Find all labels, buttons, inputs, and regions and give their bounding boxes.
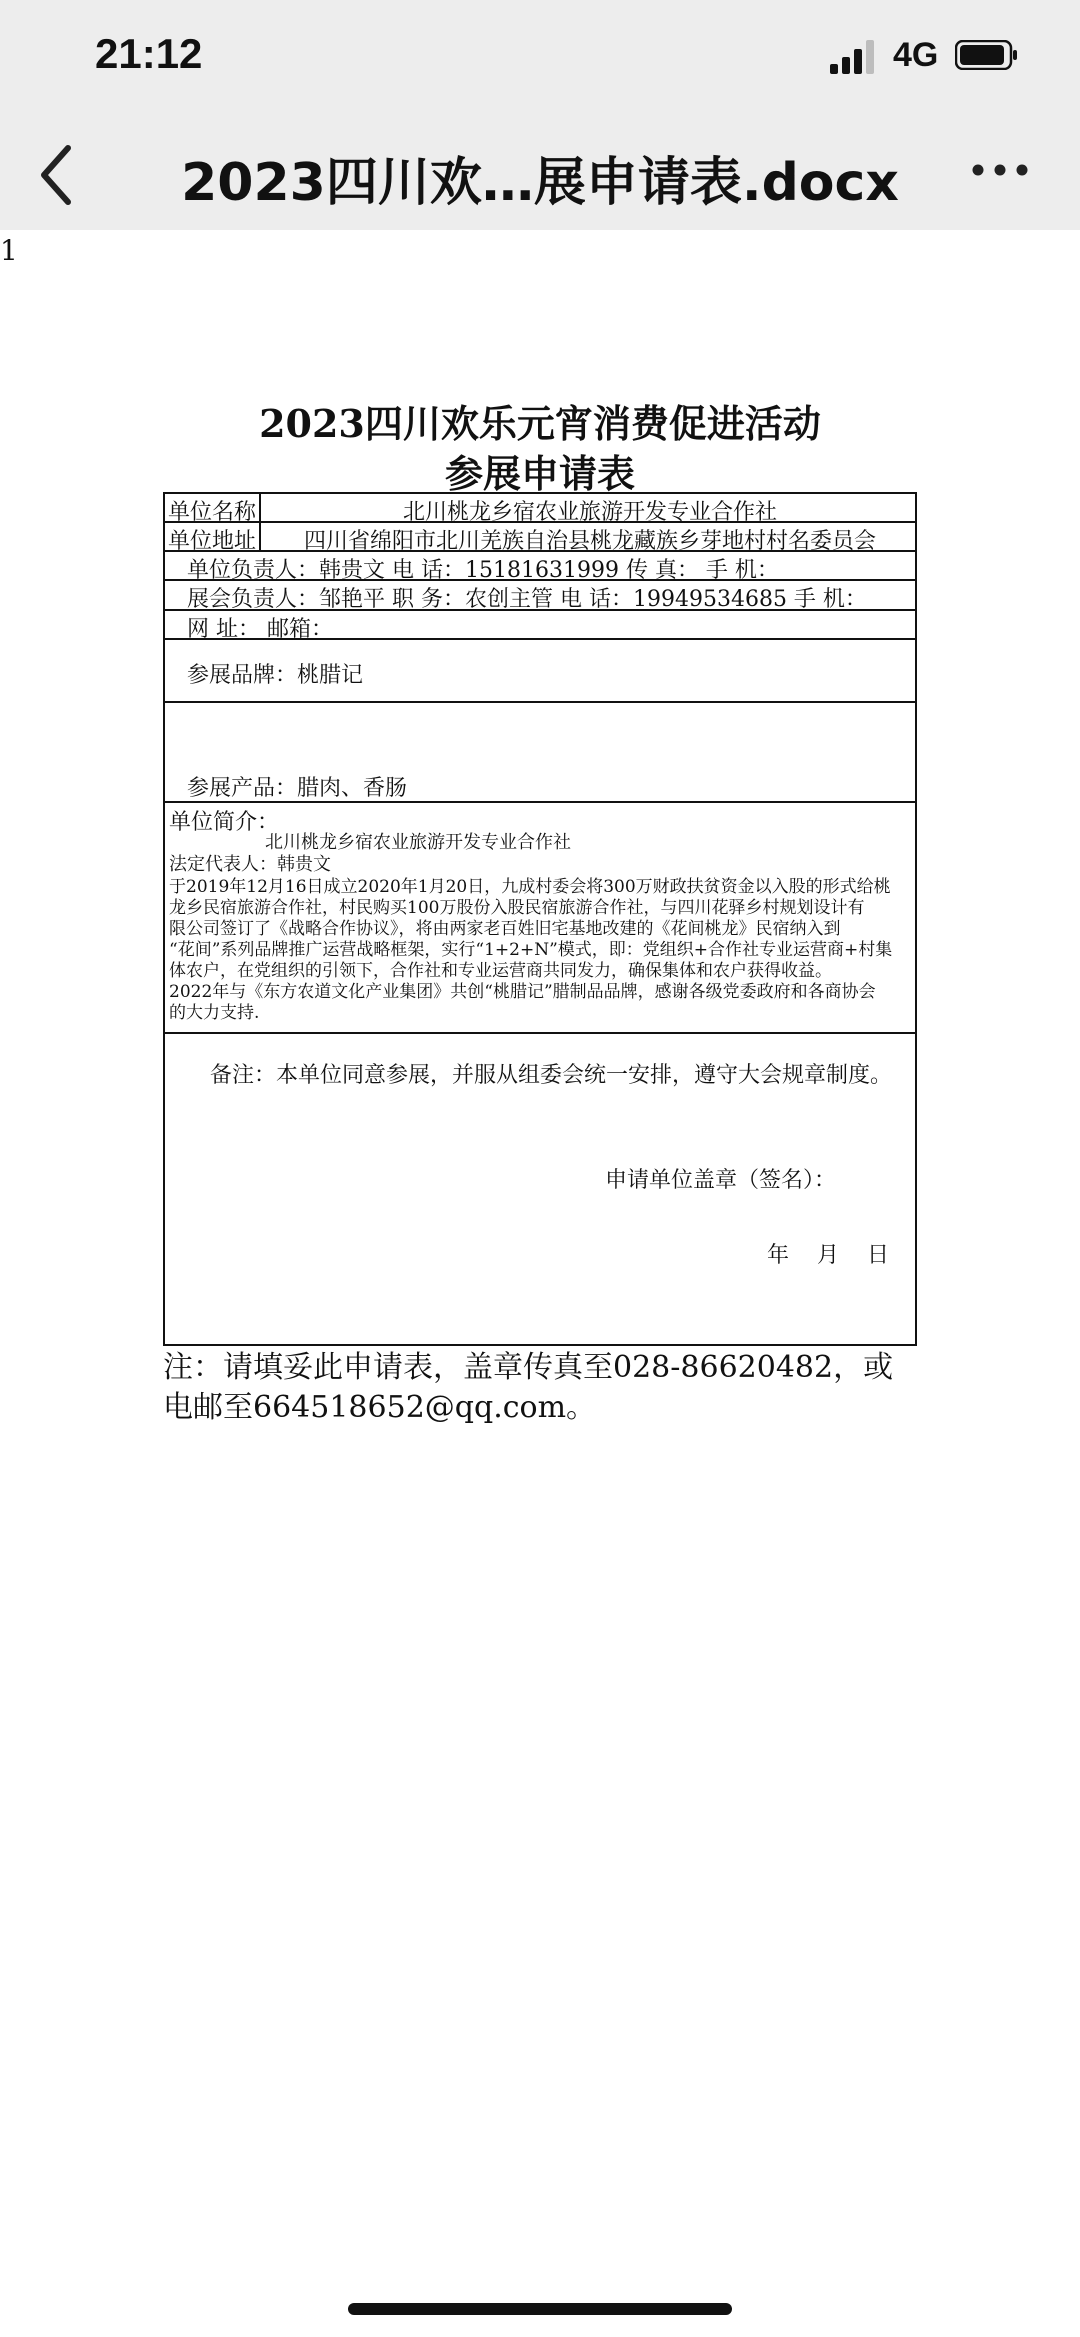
intro-line: 龙乡民宿旅游合作社，村民购买100万股份入股民宿旅游合作社，与四川花驿乡村规划设计有	[169, 898, 865, 918]
home-indicator[interactable]	[348, 2303, 732, 2315]
unit-name-label: 单位名称	[165, 494, 261, 521]
form-title-line1: 2023四川欢乐元宵消费促进活动	[259, 401, 821, 446]
footer-note	[163, 1348, 933, 1428]
more-options-icon[interactable]	[968, 150, 1032, 190]
row-remarks	[165, 1034, 915, 1344]
unit-name-value: 北川桃龙乡宿农业旅游开发专业合作社	[402, 500, 777, 525]
status-time: 21:12	[95, 30, 203, 77]
page-number: 1	[0, 234, 18, 267]
row-unit-name	[165, 494, 915, 523]
exhibit-principal-text: 展会负责人：邹艳平 职 务：农创主管 电 话：19949534685 手 机：	[187, 587, 867, 612]
intro-line: 于2019年12月16日成立2020年1月20日，九成村委会将300万财政扶贫资金以入股的形式给桃	[169, 877, 891, 897]
row-product	[165, 703, 915, 803]
product-text: 参展产品：腊肉、香肠	[187, 776, 408, 801]
row-website-email	[165, 611, 915, 640]
application-form-table	[163, 492, 917, 1346]
intro-line: 2022年与《东方农道文化产业集团》共创“桃腊记”腊制品品牌，感谢各级党委政府和各商协会	[169, 982, 876, 1002]
intro-description	[169, 877, 913, 1024]
form-title-line2: 参展申请表	[444, 451, 635, 496]
back-button[interactable]	[32, 140, 82, 210]
note-line2: 电邮至664518652@qq.com。	[163, 1390, 597, 1425]
battery-icon	[955, 40, 1019, 70]
intro-line: 的大力支持.	[169, 1003, 260, 1023]
intro-line: 体农户，在党组织的引领下，合作社和专业运营商共同发力，确保集体和农户获得收益。	[169, 961, 832, 981]
row-brand	[165, 640, 915, 703]
signal-strength-icon	[830, 38, 880, 74]
row-unit-principal	[165, 552, 915, 581]
seal-signature-text: 申请单位盖章（签名）：	[605, 1168, 837, 1193]
document-title: 2023四川欢…展申请表.docx	[181, 153, 899, 213]
note-line1: 注：请填妥此申请表，盖章传真至028-86620482，或	[163, 1350, 894, 1385]
document-page	[0, 230, 1080, 2337]
unit-address-value: 四川省绵阳市北川羌族自治县桃龙藏族乡芽地村村名委员会	[303, 529, 876, 554]
unit-principal-text: 单位负责人：韩贵文 电 话：15181631999 传 真： 手 机：	[187, 558, 779, 583]
website-email-text: 网 址： 邮箱：	[187, 617, 333, 642]
unit-address-label: 单位地址	[165, 523, 261, 550]
brand-text: 参展品牌：桃腊记	[187, 663, 364, 688]
status-bar	[0, 0, 1080, 118]
intro-label: 单位简介：	[169, 810, 280, 835]
intro-line: 限公司签订了《战略合作协议》，将由两家老百姓旧宅基地改建的《花间桃龙》民宿纳入到	[169, 919, 841, 939]
row-exhibit-principal	[165, 581, 915, 611]
intro-company: 北川桃龙乡宿农业旅游开发专业合作社	[265, 832, 571, 853]
legal-representative: 法定代表人：韩贵文	[169, 854, 331, 875]
intro-line: “花间”系列品牌推广运营战略框架，实行“1+2+N”模式，即：党组织+合作社专业运营商+村集	[169, 940, 893, 960]
row-unit-intro	[165, 803, 915, 1034]
remark-text: 备注：本单位同意参展，并服从组委会统一安排，遵守大会规章制度。	[210, 1063, 893, 1088]
date-text: 年 月 日	[767, 1243, 889, 1268]
row-unit-address	[165, 523, 915, 552]
network-type: 4G	[893, 36, 939, 74]
